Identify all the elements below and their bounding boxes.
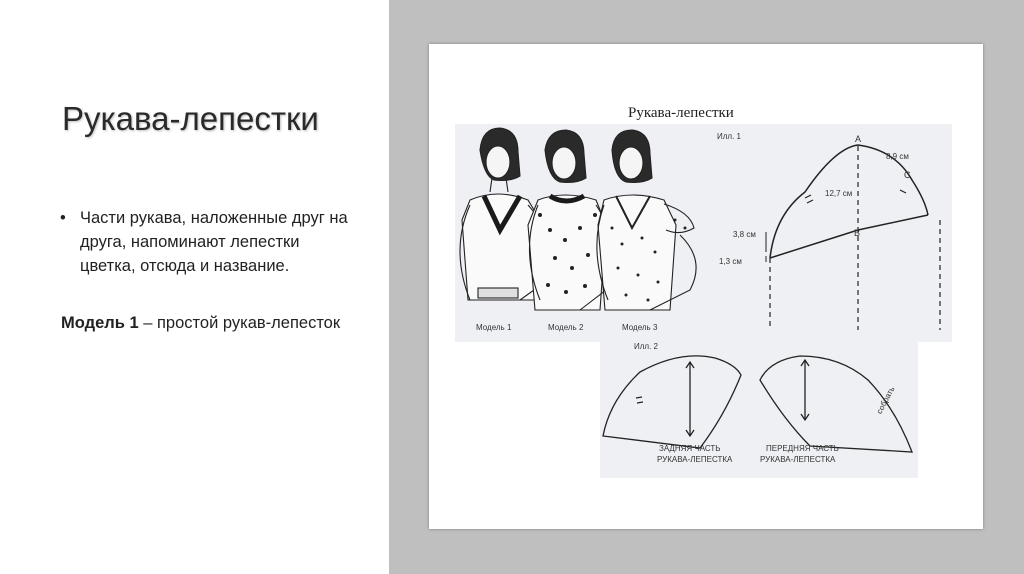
measure-left-top: 3,8 см <box>733 230 756 239</box>
measure-ac: 8,9 см <box>886 152 909 161</box>
slide-title: Рукава-лепестки <box>62 100 319 137</box>
gather-label: собрать <box>874 384 897 416</box>
model-text: – простой рукав-лепесток <box>138 314 341 332</box>
back-label-2: РУКАВА-ЛЕПЕСТКА <box>657 455 733 464</box>
front-label-2: РУКАВА-ЛЕПЕСТКА <box>760 455 836 464</box>
ill-1-label: Илл. 1 <box>717 132 741 141</box>
point-b-label: B <box>854 228 861 238</box>
figure-title: Рукава-лепестки <box>628 105 734 121</box>
bullet-dot-icon: • <box>60 209 66 227</box>
model-bold: Модель 1 <box>61 314 139 332</box>
measure-left-bottom: 1,3 см <box>719 257 742 266</box>
bullet-text: Части рукава, наложенные друг на друга, напоминают лепестки цветка, отсюда и название. <box>80 209 348 275</box>
model-2-label: Модель 2 <box>548 323 584 332</box>
model-3-label: Модель 3 <box>622 323 658 332</box>
ill-2-label: Илл. 2 <box>634 342 658 351</box>
back-label-1: ЗАДНЯЯ ЧАСТЬ <box>659 444 721 453</box>
measure-ab: 12,7 см <box>825 189 853 198</box>
model-1-label: Модель 1 <box>476 323 512 332</box>
point-c-label: C <box>904 170 911 180</box>
illustration-bg-2 <box>600 340 918 478</box>
front-label-1: ПЕРЕДНЯЯ ЧАСТЬ <box>766 444 839 453</box>
point-a-label: A <box>855 134 862 144</box>
